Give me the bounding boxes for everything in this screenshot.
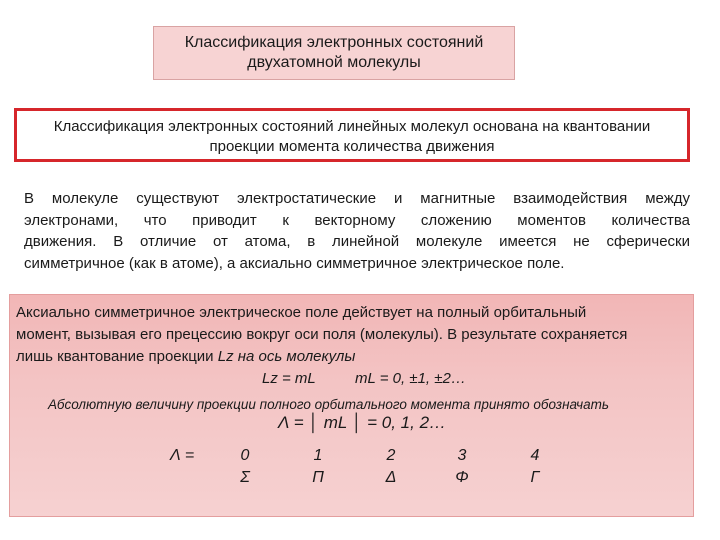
lambda-value: 1 [313, 447, 323, 464]
lz-symbol: Lz [217, 348, 234, 365]
highlight-line-2: момент, вызывая его прецессию вокруг оси поля (молекулы). В результате сохраняется [16, 326, 628, 343]
slide-title [153, 26, 515, 80]
formula-lambda: Λ = │ mL │ = 0, 1, 2… [278, 413, 447, 432]
highlight-line-3-italic: на ось молекулы [233, 348, 356, 365]
lambda-value: 4 [530, 447, 540, 464]
statement-line-2: проекции момента количества движения [209, 138, 495, 155]
title-line-1: Классификация электронных состояний [184, 34, 484, 51]
explanation-paragraph [24, 188, 690, 274]
highlight-line-1: Аксиально симметричное электрическое поле действует на полный орбитальный [16, 304, 587, 321]
highlight-box [9, 294, 694, 517]
lambda-value: 2 [386, 447, 396, 464]
term-symbol: Δ [385, 469, 397, 486]
title-line-2: двухатомной молекулы [247, 54, 421, 71]
lambda-value: 3 [457, 447, 467, 464]
statement-box [14, 108, 690, 162]
paragraph-line: движения. В отличие от атома, в линейной молекуле имеется не сферически [24, 233, 690, 250]
term-symbol: Γ [530, 469, 540, 486]
statement-line-1: Классификация электронных состояний линейных молекул основана на квантовании [53, 118, 651, 135]
term-symbol: Φ [455, 469, 469, 486]
paragraph-line: симметричное (как в атоме), а аксиально симметричное электрическое поле. [24, 254, 565, 272]
lambda-value: 0 [240, 447, 250, 464]
highlight-line-3-text: лишь квантование проекции [16, 348, 218, 365]
lambda-note: Абсолютную величину проекции полного орбитального момента принято обозначать [48, 397, 609, 412]
term-symbol: Σ [240, 469, 250, 486]
paragraph-line: В молекуле существуют электростатические и магнитные взаимодействия между [24, 190, 690, 207]
formula-lz: Lz = mL [262, 370, 316, 387]
lambda-label: Λ = [170, 447, 195, 464]
paragraph-line: электронами, что приводит к векторному сложению моментов количества [24, 211, 690, 229]
formula-ml-values: mL = 0, ±1, ±2… [355, 370, 466, 387]
highlight-line-3 [16, 347, 355, 367]
term-symbol: Π [312, 469, 324, 486]
